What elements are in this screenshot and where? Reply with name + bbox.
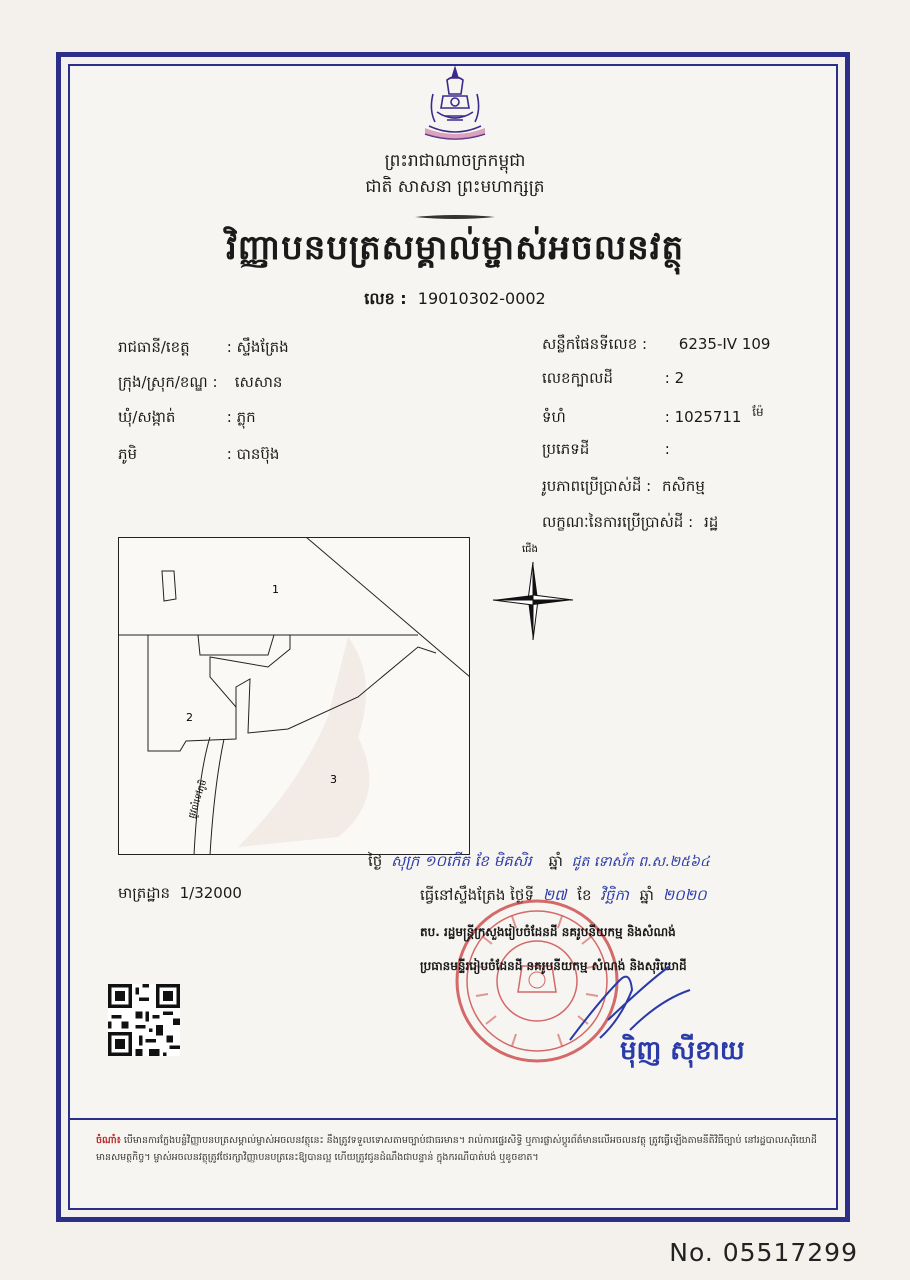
parcel-2-label: 2 [186,711,193,724]
issue-month-handwritten: វិច្ឆិកា [600,886,629,904]
qr-code-icon [108,984,180,1056]
area-value: : 1025711 [664,408,742,426]
legal-notice-label: ចំណាំ៖ [96,1135,121,1146]
parcel-1-label: 1 [272,583,279,596]
certificate-title: វិញ្ញាបនបត្រសម្គាល់ម្ចាស់អចលនវត្ថុ [225,228,685,268]
land-type-value: : [664,440,670,458]
commune-label: ឃុំ/សង្កាត់ [118,408,176,426]
land-use-value: កសិកម្ម [662,477,705,495]
lunar-date-line [368,852,710,874]
department-line: ប្រធានមន្ទីររៀបចំដែនដី នគរូបនីយកម្ម សំណង់ និងសុរិយោដី [420,959,687,973]
lunar-year-prefix: ឆ្នាំ [548,852,563,870]
district-field [118,373,282,395]
map-sheet-value: 6235-IV 109 [678,335,771,353]
use-characteristic-label: លក្ខណៈនៃការប្រើប្រាស់ដី : [542,513,694,531]
issue-month-prefix: ខែ [577,886,592,904]
map-sheet-label: សន្លឹកផែនទីលេខ : [542,335,648,353]
certificate-number-value: 19010302-0002 [417,289,546,308]
ornament-divider-icon [415,214,495,220]
ministry-line: តប. រដ្ឋមន្ត្រីក្រសួងរៀបចំដែនដី នគរូបនីយកម្ម និងសំណង់ [420,925,676,939]
land-type-field [542,440,670,462]
certificate-number [0,288,910,312]
land-use-field [542,477,705,499]
village-value: : បានប៊ុង [226,445,280,463]
village-field [118,445,279,467]
map-scale [118,884,242,906]
area-label: ទំហំ [542,408,566,426]
issue-year-prefix: ឆ្នាំ [639,886,654,904]
parcel-number-value: : 2 [664,369,685,387]
legal-notice-text: បើមានការក្លែងបន្លំវិញ្ញាបនបត្រសម្គាល់ម្ចាស់អចលនវត្ថុនេះ នឹងត្រូវទទួលទោសតាមច្បាប់ជាធរមាន។ រាល់ការផ្ទេរសិទ្ធិ ឬការផ្លាស់ប្តូរព័ត៌មានលើអចលនវត្ថុ ត្រូវធ្វើឡើងតាមនីតិវិធីច្បាប់ នៅរដ្ឋបាលសុរិយោដីមានសមត្ថកិច្ច។ ម្ចាស់អចលនវត្ថុត្រូវថែរក្សាវិញ្ញាបនបត្រនេះឱ្យបានល្អ ហើយត្រូវជូនដំណឹងជាបន្ទាន់ ក្នុងករណីបាត់បង់ ឬខូចខាត។ [96,1135,817,1163]
district-value: សេសាន [234,373,283,391]
use-characteristic-value: រដ្ឋ [703,513,719,531]
commune-value: : ភ្លុក [226,408,256,426]
parcel-number-field [542,369,684,391]
use-characteristic-field [542,513,718,535]
district-label: ក្រុង/ស្រុក/ខណ្ឌ : [118,373,218,391]
commune-field [118,408,256,430]
province-label: រាជធានី/ខេត្ត [118,338,190,356]
land-type-label: ប្រភេទដី [542,440,590,458]
map-sheet-field [542,335,770,357]
compass-icon [488,540,578,650]
lunar-date-handwritten: សុក្រ ១០កើត ខែ មិគសិរ [391,852,532,870]
parcel-number-label: លេខក្បាលដី [542,369,613,387]
issue-year-handwritten: ២០២០ [662,886,707,904]
signer-name: ម៉ិញ ស៊ីខាយ [620,1036,745,1066]
legal-notice [68,1118,838,1210]
lunar-date-prefix: ថ្ងៃ [368,852,383,870]
issue-day-handwritten: ២៧ [542,886,567,904]
issue-place-prefix: ធ្វើនៅស្ទឹងត្រែង ថ្ងៃទី [420,886,534,904]
area-field [542,404,764,430]
scale-label: មាត្រដ្ឋាន [118,884,171,902]
national-motto: ជាតិ សាសនា ព្រះមហាក្សត្រ [365,177,545,197]
road-label: ផ្លូវលំទៅភូមិ [187,778,210,820]
serial-number: No. 05517299 [669,1238,858,1267]
village-label: ភូមិ [118,445,138,463]
kingdom-name: ព្រះរាជាណាចក្រកម្ពុជា [384,151,526,171]
scale-value: 1/32000 [179,884,242,902]
parcel-map [118,537,470,855]
province-field [118,338,289,360]
area-unit: ម៉ែ [752,405,764,419]
north-label: ជើង [522,544,538,555]
lunar-year-handwritten: ជូត ទោស័ក ព.ស.២៥៦៤ [571,854,710,870]
land-use-label: រូបភាពប្រើប្រាស់ដី : [542,477,652,495]
certificate-number-label: លេខ : [364,289,407,308]
parcel-3-label: 3 [330,773,337,786]
royal-emblem-icon [415,64,495,144]
province-value: : ស្ទឹងត្រែង [226,338,289,356]
